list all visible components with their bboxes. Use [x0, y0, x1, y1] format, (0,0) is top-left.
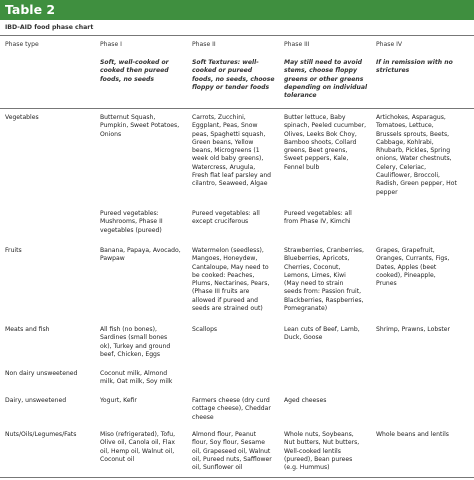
- row-meats-phase-4: Shrimp, Prawns, Lobster: [376, 326, 451, 333]
- row-fruits-phase-2: Watermelon (seedless), Mangoes, Honeydew, Cantaloupe, May need to be cooked: Peaches, Plums, Nectarines, Pears, (Phase III fruits are allowed if pureed and seeds are strained out): [192, 247, 270, 313]
- col-header-phase-4: Phase IV: [376, 41, 403, 48]
- row-nondairy-phase-1: Coconut milk, Almond milk, Oat milk, Soy milk: [100, 370, 173, 386]
- row-nuts-phase-4: Whole beans and lentils: [376, 431, 449, 438]
- row-nuts-phase-2: Almond flour, Peanut flour, Soy flour, Sesame oil, Grapeseed oil, Walnut oil, Pureed nuts, Safflower oil, Sunflower oil: [192, 431, 272, 472]
- row-nuts-phase-3: Whole nuts, Soybeans, Nut butters, Nut butters, Well-cooked lentils (pureed), Bean purees (e.g. Hummus): [284, 431, 360, 472]
- row-vegetables-phase-2: Carrots, Zucchini, Eggplant, Peas, Snow peas, Spaghetti squash, Green beans, Yellow beans, Microgreens (1 week old baby greens), Watercress, Arugula, Fresh flat leaf parsley and cilantro, Seaweed, Algae: [192, 114, 272, 188]
- row-pureed-phase-3: Pureed vegetables: all from Phase IV, Kimchi: [284, 210, 352, 226]
- row-dairy-phase-3: Aged cheeses: [284, 397, 327, 404]
- row-vegetables-phase-4: Artichokes, Asparagus, Tomatoes, Lettuce, Brussels sprouts, Beets, Cabbage, Kohlrabi, Rhubarb, Pickles, Spring onions, Water chestnuts, Celery, Celeriac, Cauliflower, Broccoli, Radish, Green pepper, Hot pepper: [376, 114, 457, 196]
- col-header-phase-3: Phase III: [284, 41, 310, 48]
- phase-4-description: If in remission with no strictures: [376, 59, 453, 75]
- row-meats-phase-1: All fish (no bones), Sardines (small bones ok), Turkey and ground beef, Chicken, Eggs: [100, 326, 171, 358]
- row-fruits-phase-3: Strawberries, Cranberries, Blueberries, Apricots, Cherries, Coconut, Lemons, Limes, Kiwi (May need to strain seeds from: Passion fruit, Blackberries, Raspberries, Pomegranate): [284, 247, 364, 313]
- phase-2-description: Soft Textures: well- cooked or pureed foods, no seeds, choose floppy or tender foods: [192, 59, 275, 91]
- row-vegetables-phase-1: Butternut Squash, Pumpkin, Sweet Potatoes, Onions: [100, 114, 180, 138]
- row-nuts-phase-1: Miso (refrigerated), Tofu, Olive oil, Canola oil, Flax oil, Hemp oil, Walnut oil, Coconut oil: [100, 431, 176, 463]
- row-fruits-type: Fruits: [5, 247, 22, 254]
- row-fruits-phase-1: Banana, Papaya, Avocado, Pawpaw: [100, 247, 181, 263]
- table-subtitle: IBD-AID food phase chart: [5, 24, 94, 31]
- row-dairy-phase-2: Farmers cheese (dry curd cottage cheese), Cheddar cheese: [192, 397, 271, 421]
- row-dairy-type: Dairy, unsweetened: [5, 397, 67, 404]
- col-header-phase-1: Phase I: [100, 41, 122, 48]
- phase-1-description: Soft, well-cooked or cooked then pureed foods, no seeds: [100, 59, 169, 83]
- row-fruits-phase-4: Grapes, Grapefruit, Oranges, Currants, Figs, Dates, Apples (beet cooked), Pineapple, Prunes: [376, 247, 450, 288]
- row-vegetables-phase-3: Butter lettuce, Baby spinach, Peeled cucumber, Olives, Leeks Bok Choy, Bamboo shoots, Collard greens, Beet greens, Sweet peppers, Kale, Fennel bulb: [284, 114, 367, 171]
- row-vegetables-type: Vegetables: [5, 114, 39, 121]
- row-meats-phase-2: Scallops: [192, 326, 218, 333]
- row-meats-type: Meats and fish: [5, 326, 50, 333]
- header-rule: [0, 108, 474, 109]
- row-dairy-phase-1: Yogurt, Kefir: [100, 397, 137, 404]
- table-title: Table 2: [5, 2, 56, 17]
- bottom-rule: [0, 477, 474, 478]
- row-nuts-type: Nuts/Oils/Legumes/Fats: [5, 431, 77, 438]
- row-nondairy-type: Non dairy unsweetened: [5, 370, 78, 377]
- col-header-phase-type: Phase type: [5, 41, 39, 48]
- row-pureed-phase-1: Pureed vegetables: Mushrooms, Phase II vegetables (pureed): [100, 210, 163, 234]
- col-header-phase-2: Phase II: [192, 41, 216, 48]
- row-meats-phase-3: Lean cuts of Beef, Lamb, Duck, Goose: [284, 326, 360, 342]
- phase-3-description: May still need to avoid stems, choose floppy greens or other greens depending on individual tolerance: [284, 59, 368, 100]
- row-pureed-phase-2: Pureed vegetables: all except cruciferous: [192, 210, 260, 226]
- table-title-bar: [0, 0, 474, 20]
- top-rule: [0, 35, 474, 36]
